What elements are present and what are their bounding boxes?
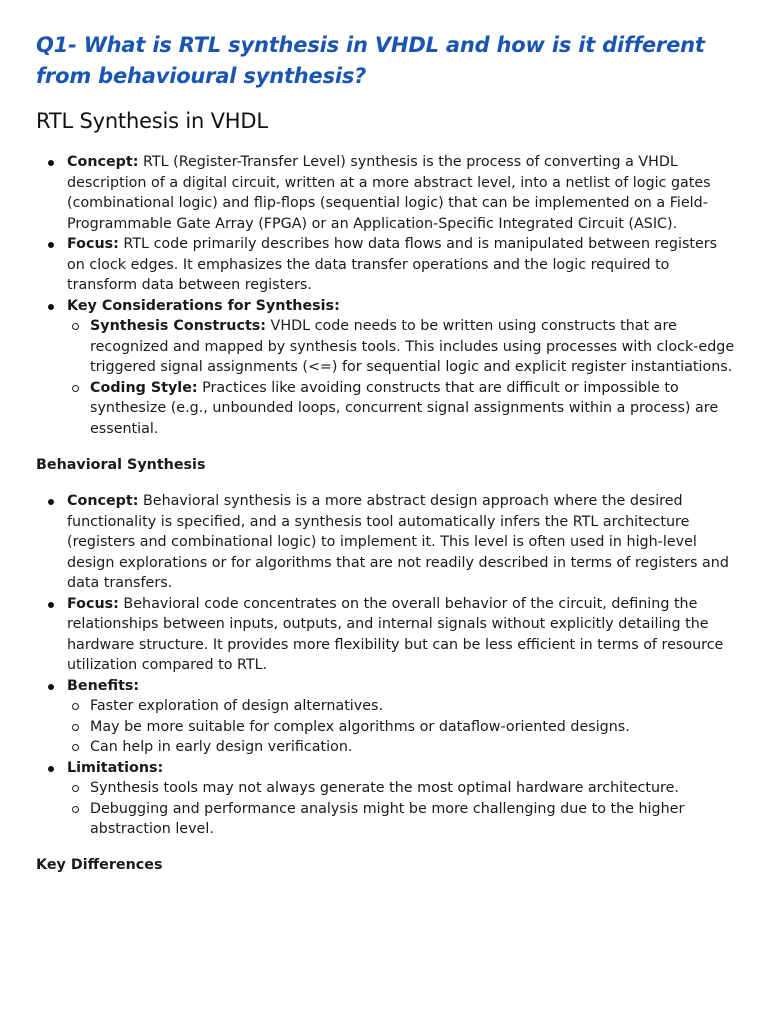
list-item: [36, 234, 736, 296]
sub-list-item: [67, 378, 736, 440]
list-item: [36, 594, 736, 676]
rtl-list: [36, 152, 736, 439]
item-label: Limitations:: [67, 759, 164, 776]
item-text: Can help in early design verification.: [90, 739, 353, 755]
sub-list-item: [67, 737, 736, 758]
rtl-heading: RTL Synthesis in VHDL: [36, 109, 268, 133]
list-item: [36, 152, 736, 234]
item-text: Debugging and performance analysis might be more challenging due to the higher abstraction level.: [90, 800, 685, 837]
sub-list-item: [67, 696, 736, 717]
list-item: [36, 296, 736, 440]
item-label: Focus:: [67, 595, 119, 612]
sub-list-item: [67, 799, 736, 840]
list-item: [36, 758, 736, 840]
document-page: [36, 30, 736, 875]
sub-list-item: [67, 778, 736, 799]
item-label: Focus:: [67, 236, 119, 252]
item-text: Synthesis tools may not always generate the most optimal hardware architecture.: [90, 780, 679, 796]
item-text: Behavioral code concentrates on the overall behavior of the circuit, defining the relationships between inputs, outputs, and internal signals without explicitly detailing the hardware structure. It provides more flexibility but can be less efficient in terms of resource utilization compared to RTL.: [67, 595, 724, 673]
sub-list-item: [67, 316, 736, 378]
list-item: [36, 491, 736, 594]
sub-list: [67, 696, 736, 758]
item-label: Key Considerations for Synthesis:: [67, 297, 340, 314]
item-text: May be more suitable for complex algorithms or dataflow-oriented designs.: [90, 718, 630, 735]
sub-list-item: [67, 717, 736, 738]
list-item: [36, 676, 736, 758]
item-label: Synthesis Constructs:: [90, 318, 267, 334]
item-label: Coding Style:: [90, 379, 198, 396]
behavioral-heading: Behavioral Synthesis: [36, 457, 206, 473]
question-title: Q1- What is RTL synthesis in VHDL and how is it different from behavioural synthesis?: [36, 33, 705, 88]
item-text: RTL (Register-Transfer Level) synthesis is the process of converting a VHDL description of a digital circuit, written at a more abstract level, into a netlist of logic gates (combinational logic) and flip-flops (sequential logic) that can be implemented on a Field-Programmable Gate Array (FPGA) or an Application-Specific Integrated Circuit (ASIC).: [67, 154, 711, 232]
item-text: Behavioral synthesis is a more abstract design approach where the desired functionality is specified, and a synthesis tool automatically infers the RTL architecture (registers and combinational logic) to implement it. This level is often used in high-level design explorations or for algorithms that are not readily described in terms of registers and data transfers.: [67, 493, 729, 591]
item-text: RTL code primarily describes how data flows and is manipulated between registers on clock edges. It emphasizes the data transfer operations and the logic required to transform data between registers.: [67, 236, 718, 293]
item-label: Concept:: [67, 154, 139, 170]
item-label: Concept:: [67, 493, 139, 509]
behavioral-list: [36, 491, 736, 840]
item-text: Practices like avoiding constructs that are difficult or impossible to synthesize (e.g., unbounded loops, concurrent signal assignments within a process) are essential.: [90, 379, 719, 437]
sub-list: [67, 778, 736, 840]
item-text: Faster exploration of design alternatives.: [90, 698, 384, 714]
item-text: VHDL code needs to be written using constructs that are recognized and mapped by synthesis tools. This includes using processes with clock-edge triggered signal assignments (<=) for sequential logic and explicit register instantiations.: [90, 318, 735, 375]
differences-heading: Key Differences: [36, 856, 163, 873]
sub-list: [67, 316, 736, 439]
item-label: Benefits:: [67, 677, 140, 694]
